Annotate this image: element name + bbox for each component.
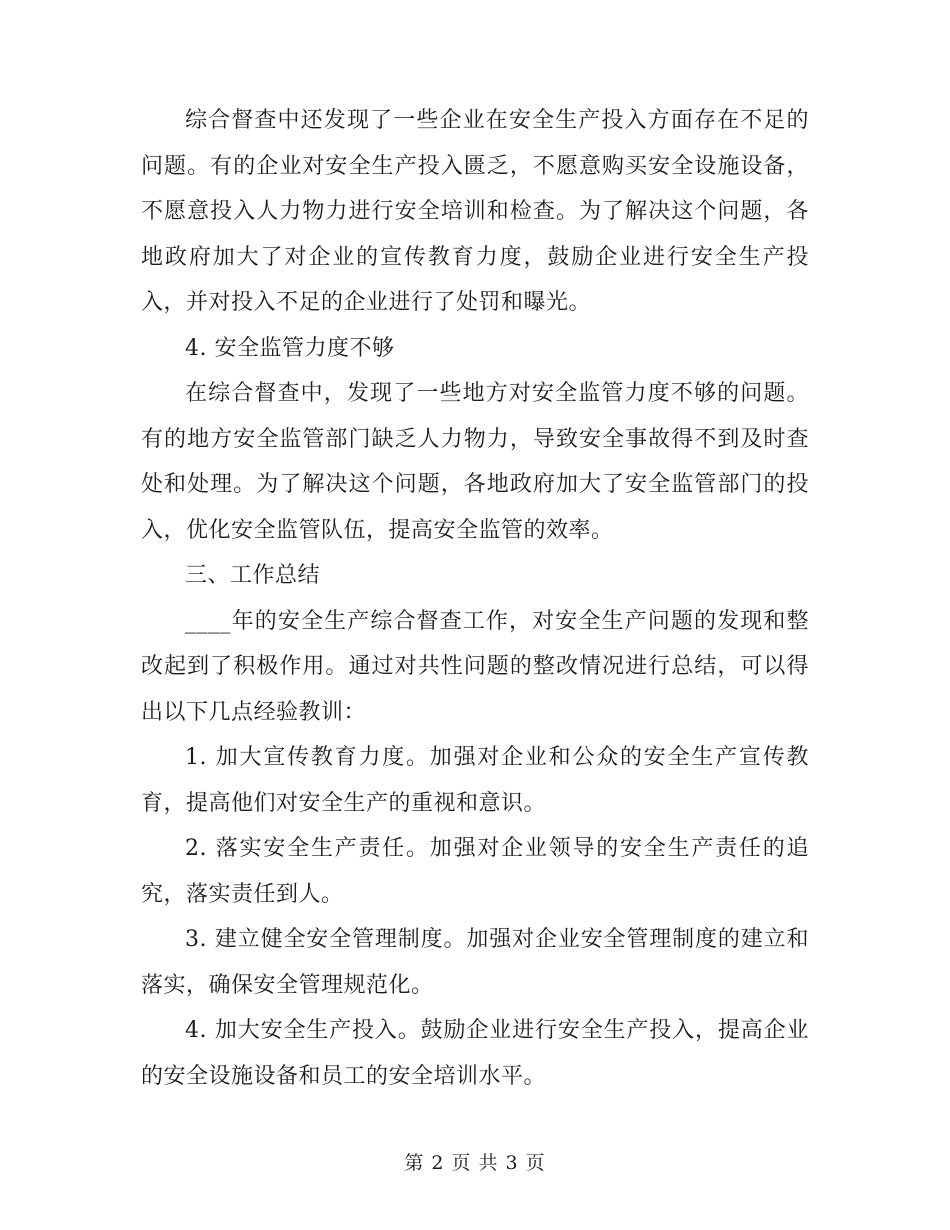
heading-supervision-insufficient: 4. 安全监管力度不够 (185, 335, 395, 361)
paragraph-summary-intro: ____年的安全生产综合督查工作，对安全生产问题的发现和整改起到了积极作用。通过对共性问题的整改情况进行总结，可以得出以下几点经验教训： (141, 608, 809, 725)
list-item-publicity: 1. 加大宣传教育力度。加强对企业和公众的安全生产宣传教育，提高他们对安全生产的重视和意识。 (141, 745, 809, 816)
list-item-investment: 4. 加大安全生产投入。鼓励企业进行安全生产投入，提高企业的安全设施设备和员工的安全培训水平。 (141, 1018, 809, 1089)
document-body (141, 98, 809, 1099)
paragraph-investment-shortfall: 综合督查中还发现了一些企业在安全生产投入方面存在不足的问题。有的企业对安全生产投入匮乏，不愿意购买安全设施设备，不愿意投入人力物力进行安全培训和检查。为了解决这个问题，各地政府加大了对企业的宣传教育力度，鼓励企业进行安全生产投入，并对投入不足的企业进行了处罚和曝光。 (141, 108, 809, 315)
heading-work-summary: 三、工作总结 (185, 563, 321, 588)
list-item-responsibility: 2. 落实安全生产责任。加强对企业领导的安全生产责任的追究，落实责任到人。 (141, 836, 809, 907)
list-item-management-system: 3. 建立健全安全管理制度。加强对企业安全管理制度的建立和落实，确保安全管理规范化。 (141, 927, 809, 998)
paragraph-supervision-insufficient: 在综合督查中，发现了一些地方对安全监管力度不够的问题。有的地方安全监管部门缺乏人力物力，导致安全事故得不到及时查处和处理。为了解决这个问题，各地政府加大了安全监管部门的投入，优化安全监管队伍，提高安全监管的效率。 (141, 381, 809, 543)
page-footer: 第 2 页 共 3 页 (404, 1152, 546, 1174)
